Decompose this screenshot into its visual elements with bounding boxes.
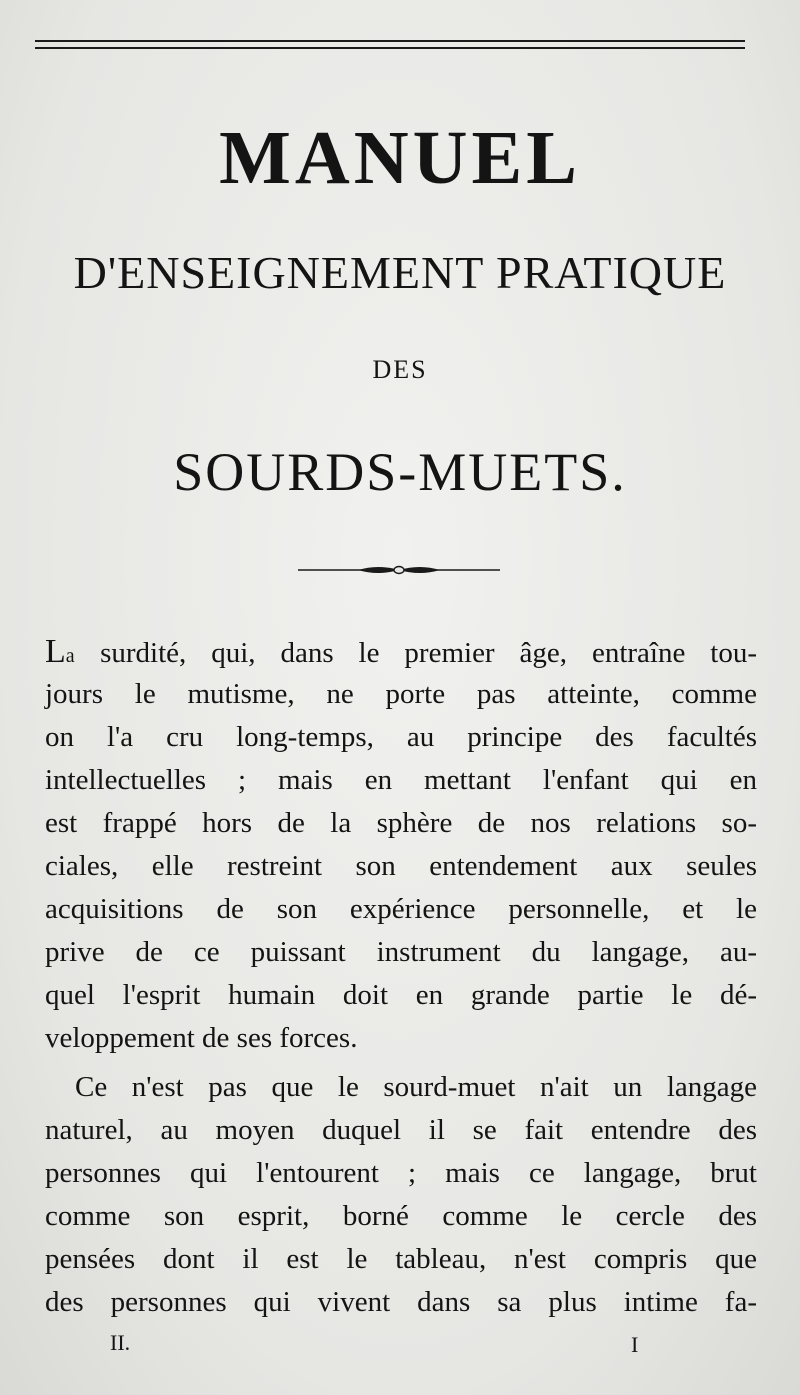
dropcap-rest: a bbox=[65, 645, 76, 667]
dropcap: L bbox=[45, 633, 66, 670]
paragraph-1-line: intellectuelles ; mais en mettant l'enfant qui en bbox=[45, 764, 757, 796]
paragraph-2-line: pensées dont il est le tableau, n'est compris que bbox=[45, 1243, 757, 1275]
paragraph-1-line: prive de ce puissant instrument du langage, au- bbox=[45, 936, 757, 968]
page-subject: SOURDS-MUETS. bbox=[173, 442, 627, 502]
signature-mark: II. bbox=[110, 1330, 131, 1355]
paragraph-1-line: acquisitions de son expérience personnelle, et le bbox=[45, 893, 757, 925]
header-double-rule bbox=[35, 40, 745, 49]
paragraph-1-line: quel l'esprit humain doit en grande partie le dé- bbox=[45, 979, 757, 1011]
paragraph-1-line: veloppement de ses forces. bbox=[45, 1022, 358, 1054]
ornamental-divider bbox=[298, 560, 500, 580]
page-title: MANUEL bbox=[219, 116, 581, 200]
paragraph-1-line: est frappé hors de la sphère de nos relations so- bbox=[45, 807, 757, 839]
paragraph-2-line: personnes qui l'entourent ; mais ce langage, brut bbox=[45, 1157, 757, 1189]
paragraph-1-line: on l'a cru long-temps, au principe des facultés bbox=[45, 721, 757, 753]
folio-number: I bbox=[631, 1332, 639, 1357]
page-subtitle: D'ENSEIGNEMENT PRATIQUE bbox=[73, 247, 727, 298]
body-text bbox=[45, 630, 757, 1324]
paragraph-2-line: naturel, au moyen duquel il se fait entendre des bbox=[45, 1114, 757, 1146]
paragraph-2-line: comme son esprit, borné comme le cercle des bbox=[45, 1200, 757, 1232]
paragraph-1-line: ciales, elle restreint son entendement aux seules bbox=[45, 850, 757, 882]
paragraph-1-first-line-text: surdité, qui, dans le premier âge, entraîne tou- bbox=[75, 637, 757, 669]
paragraph-1-line-1 bbox=[45, 630, 757, 673]
title-connector: DES bbox=[372, 355, 428, 384]
paragraph-2-line: Ce n'est pas que le sourd-muet n'ait un langage bbox=[75, 1071, 757, 1103]
paragraph-1-line: jours le mutisme, ne porte pas atteinte, comme bbox=[45, 678, 757, 710]
paragraph-2-line: des personnes qui vivent dans sa plus intime fa- bbox=[45, 1286, 757, 1318]
